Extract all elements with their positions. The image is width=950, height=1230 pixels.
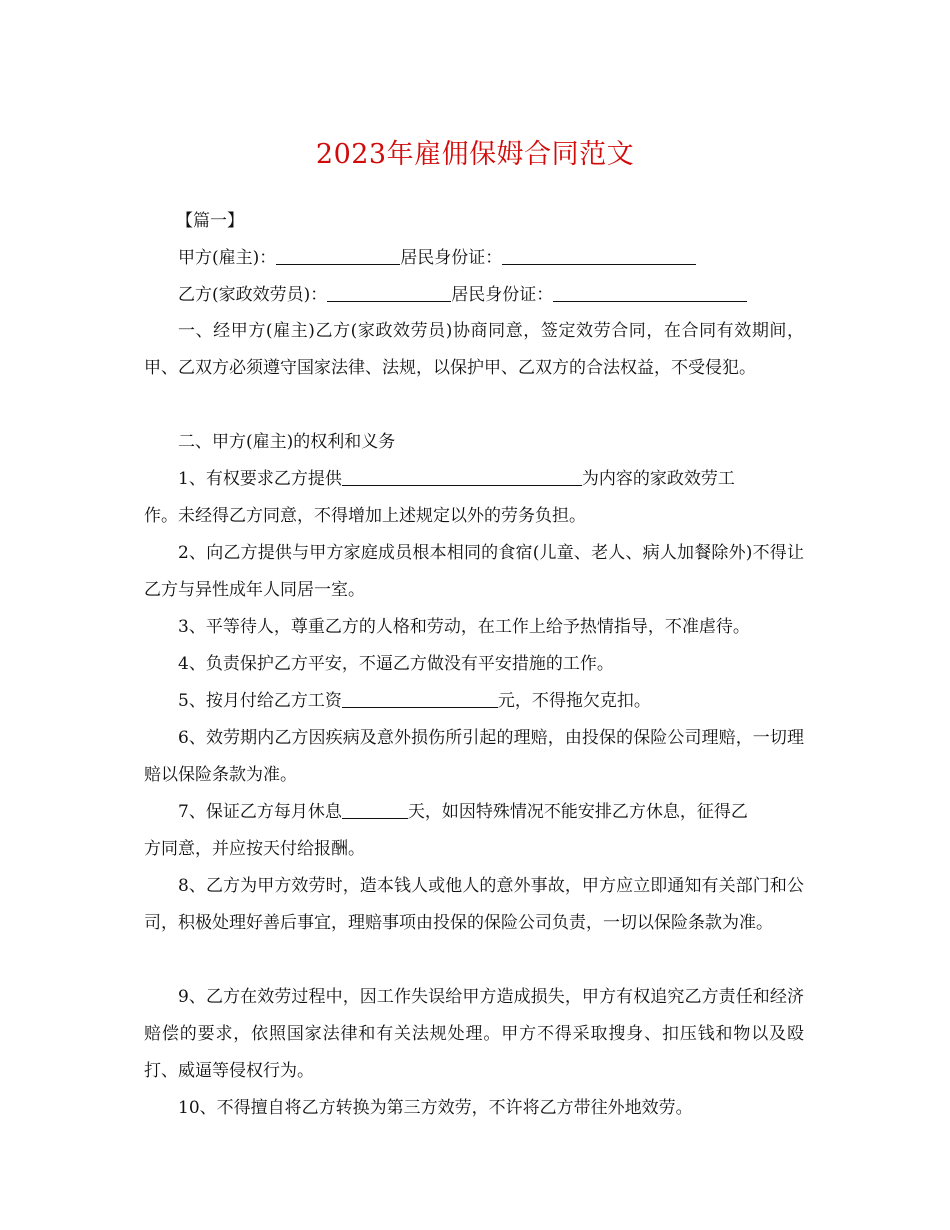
item-2: 2、向乙方提供与甲方家庭成员根本相同的食宿(儿童、老人、病人加餐除外)不得让乙方与异性成年人同居一室。 <box>144 543 804 600</box>
item-10: 10、不得擅自将乙方转换为第三方效劳，不许将乙方带往外地效劳。 <box>178 1098 693 1118</box>
party-b-label: 乙方(家政效劳员)： <box>178 285 328 305</box>
party-a-line <box>178 240 696 277</box>
item-5-wage-blank <box>342 689 498 708</box>
item-1-text-before: 1、有权要求乙方提供 <box>178 469 342 489</box>
item-6: 6、效劳期内乙方因疾病及意外损伤所引起的理赔，由投保的保险公司理赔，一切理赔以保险条款为准。 <box>144 728 804 785</box>
item-7-text-after: 天，如因特殊情况不能安排乙方休息，征得乙 <box>407 802 748 822</box>
item-1-service-blank <box>342 467 582 486</box>
section-label: 【篇一】 <box>176 211 244 231</box>
item-1-line-2: 作。未经得乙方同意，不得增加上述规定以外的劳务负担。 <box>144 506 586 526</box>
item-8: 8、乙方为甲方效劳时，造本钱人或他人的意外事故，甲方应立即通知有关部门和公司，积极处理好善后事宜，理赔事项由投保的保险公司负责，一切以保险条款为准。 <box>144 876 804 933</box>
item-5-text-before: 5、按月付给乙方工资 <box>178 691 342 711</box>
clause-2-heading: 二、甲方(雇主)的权利和义务 <box>178 432 396 452</box>
party-a-name-blank <box>276 246 400 265</box>
party-a-id-blank <box>502 246 696 265</box>
party-b-id-blank <box>553 283 747 302</box>
item-7-rest-days-blank <box>342 800 408 819</box>
item-1-line-1 <box>178 461 735 498</box>
clause-1: 一、经甲方(雇主)乙方(家政效劳员)协商同意，签定效劳合同，在合同有效期间，甲、乙双方必须遵守国家法律、法规，以保护甲、乙双方的合法权益，不受侵犯。 <box>144 321 804 378</box>
party-a-label: 甲方(雇主)： <box>178 248 277 268</box>
item-9: 9、乙方在效劳过程中，因工作失误给甲方造成损失，甲方有权追究乙方责任和经济赔偿的要求，依照国家法律和有关法规处理。甲方不得采取搜身、扣压钱和物以及殴打、威逼等侵权行为。 <box>144 987 804 1081</box>
party-b-line <box>178 277 747 314</box>
item-1-text-after: 为内容的家政效劳工 <box>581 469 735 489</box>
item-4: 4、负责保护乙方平安，不逼乙方做没有平安措施的工作。 <box>178 654 614 674</box>
item-7-line-2: 方同意，并应按天付给报酬。 <box>144 839 365 859</box>
item-5 <box>178 683 651 720</box>
document-title: 2023年雇佣保姆合同范文 <box>315 139 635 170</box>
item-7-line-1 <box>178 794 748 831</box>
party-a-id-label: 居民身份证： <box>400 248 503 268</box>
item-3: 3、平等待人，尊重乙方的人格和劳动，在工作上给予热情指导，不准虐待。 <box>178 617 750 637</box>
party-b-id-label: 居民身份证： <box>451 285 554 305</box>
item-7-text-before: 7、保证乙方每月休息 <box>178 802 342 822</box>
item-5-text-after: 元，不得拖欠克扣。 <box>497 691 651 711</box>
party-b-name-blank <box>327 283 451 302</box>
